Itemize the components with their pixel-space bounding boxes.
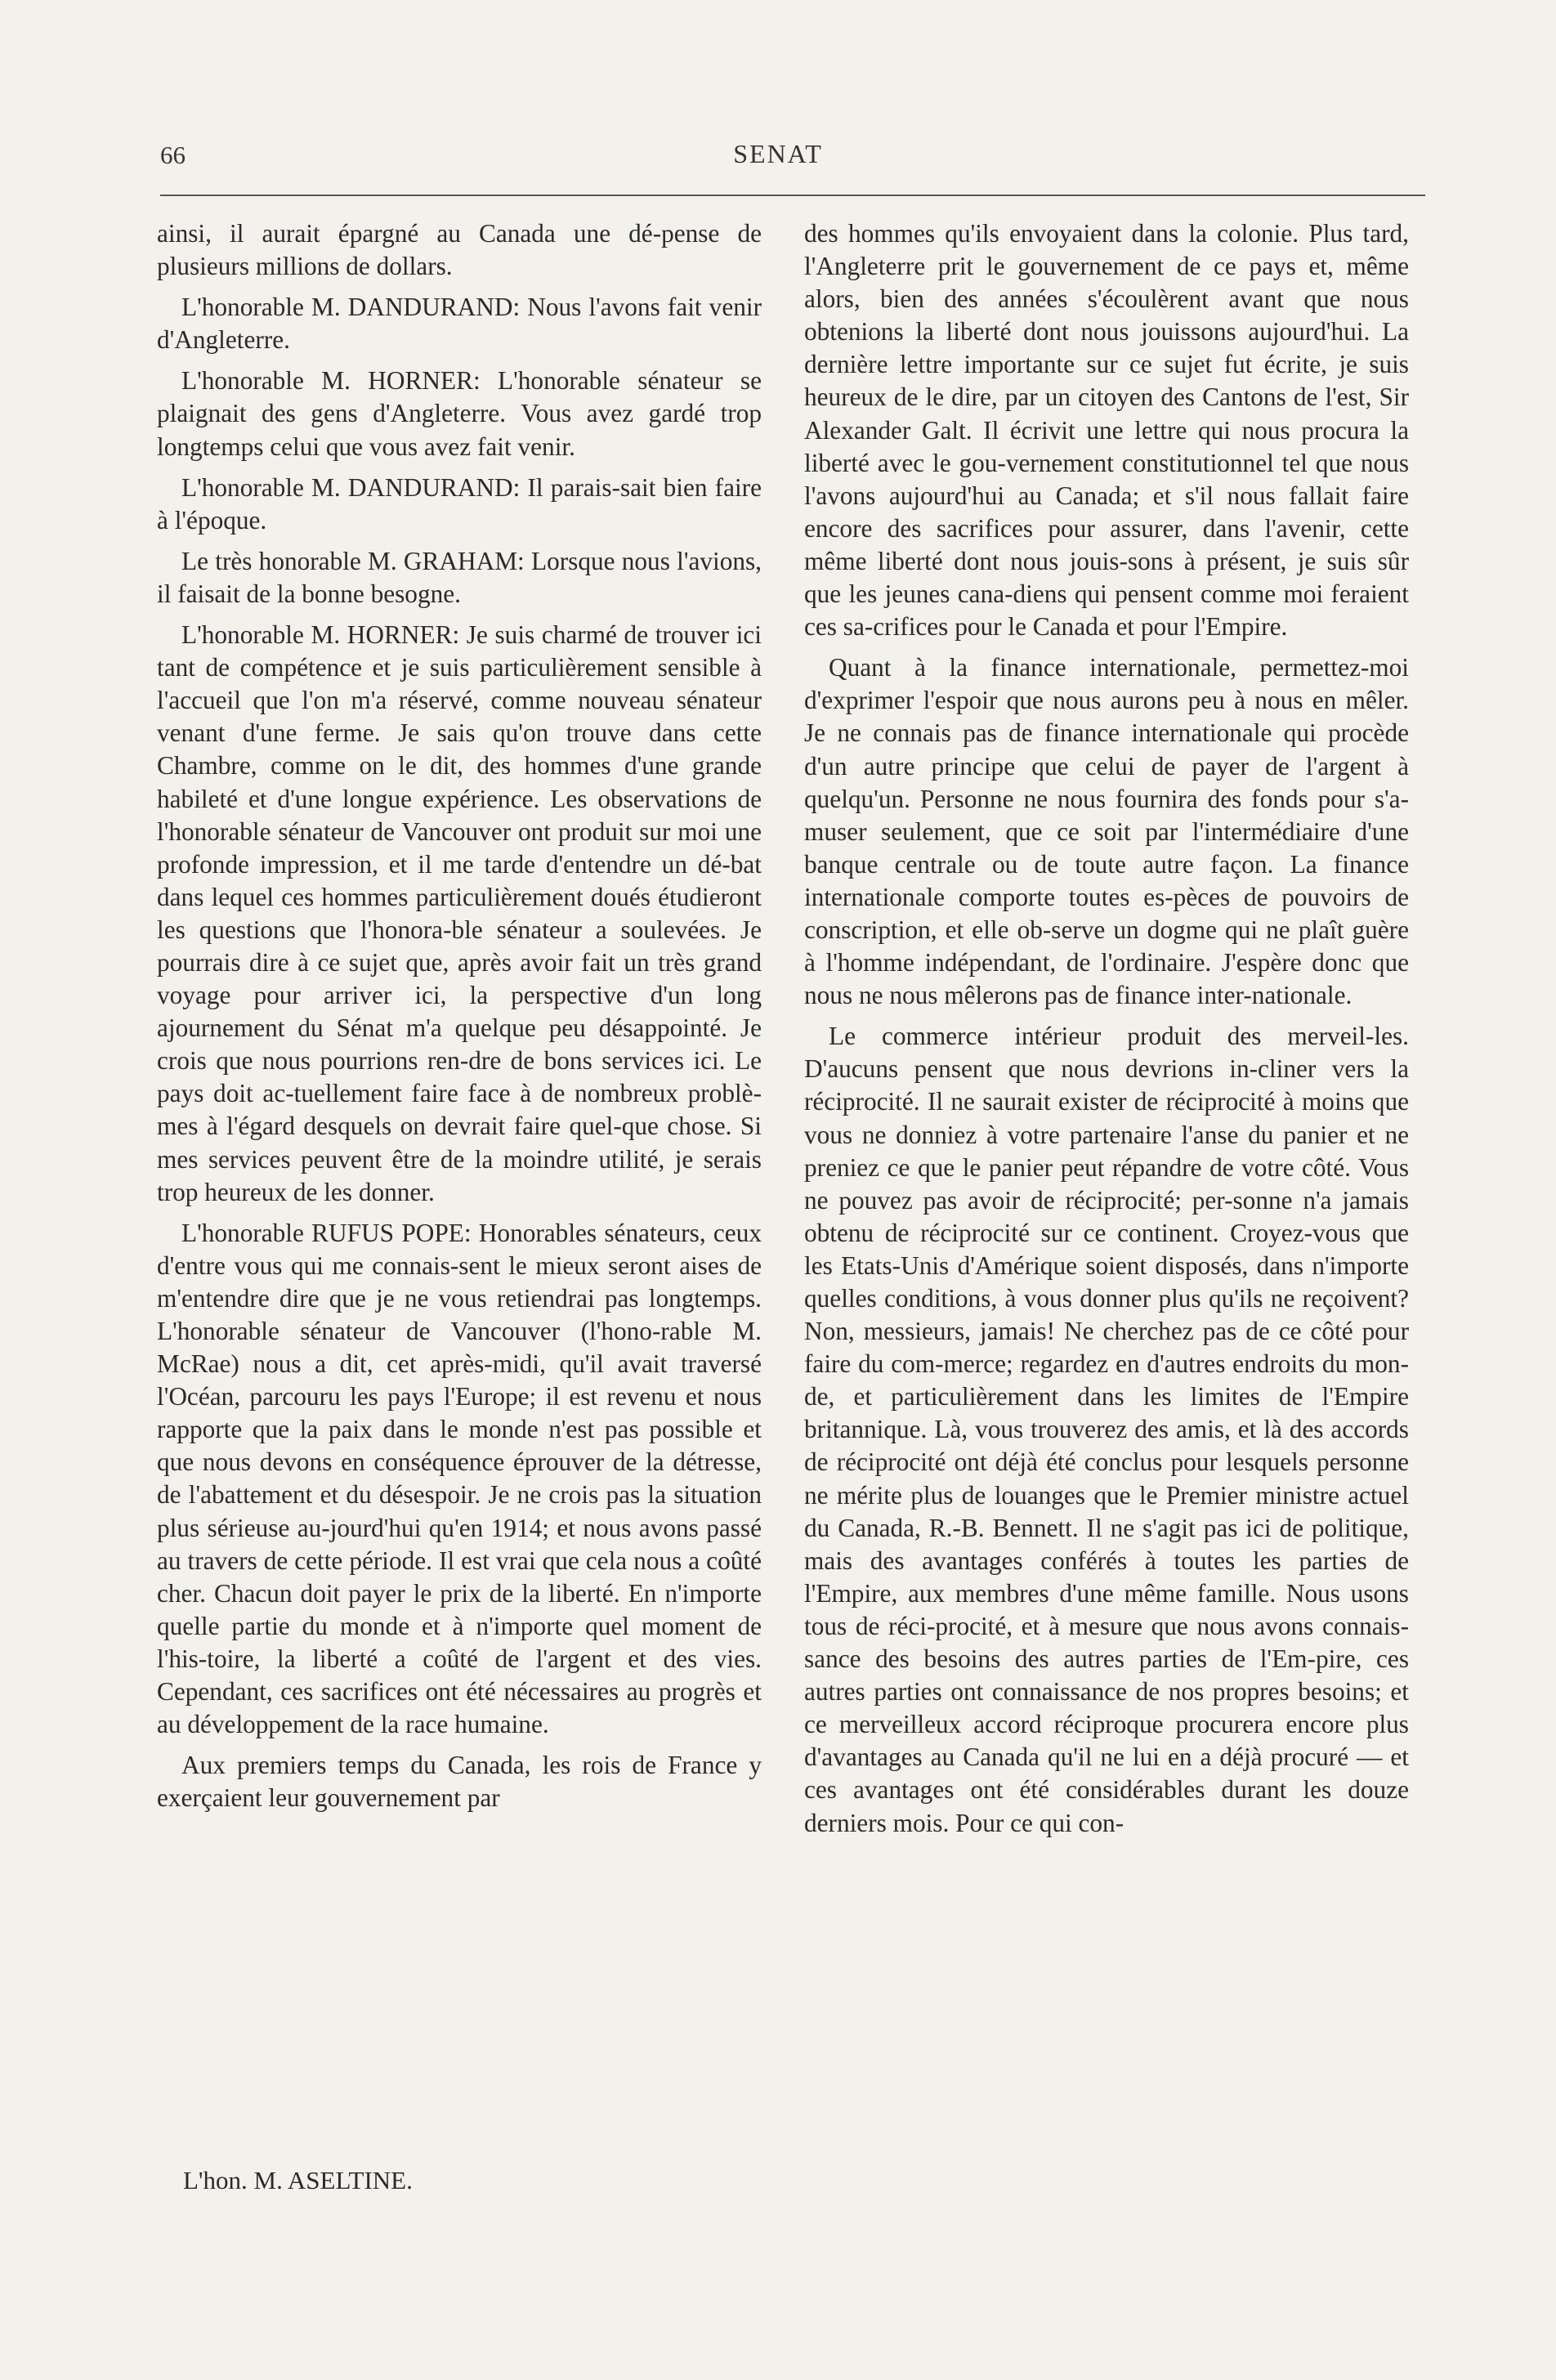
left-column: [157, 217, 762, 1823]
page-number: 66: [160, 141, 186, 169]
right-column: [804, 217, 1409, 1848]
paragraph: L'honorable M. DANDURAND: Il parais-sait bien faire à l'époque.: [157, 472, 762, 535]
paragraph: ainsi, il aurait épargné au Canada une dé-pense de plusieurs millions de dollars.: [157, 219, 762, 281]
paragraph: L'honorable RUFUS POPE: Honorables sénateurs, ceux d'entre vous qui me connais-sent le mieux seront aises de m'entendre dire que je ne vous retiendrai pas longtemps. L'honorable sénateur de Vancouver (l'hono-rable M. McRae) nous a dit, cet après-midi, qu'il avait traversé l'Océan, parcouru les pays l'Europe; il est revenu et nous rapporte que la paix dans le monde n'est pas possible et que nous devons en conséquence éprouver de la détresse, de l'abattement et du désespoir. Je ne crois pas la situation plus sérieuse au-jourd'hui qu'en 1914; et nous avons passé au travers de cette période. Il est vrai que cela nous a coûté cher. Chacun doit payer le prix de la liberté. En n'importe quelle partie du monde et à n'importe quel moment de l'his-toire, la liberté a coûté de l'argent et des vies. Cependant, ces sacrifices ont été nécessaires au progrès et au développement de la race humaine.: [157, 1218, 762, 1739]
paragraph: Quant à la finance internationale, permettez-moi d'exprimer l'espoir que nous aurons peu à nous en mêler. Je ne connais pas de finance internationale qui procède d'un autre principe que celui de payer de l'argent à quelqu'un. Personne ne nous fournira des fonds pour s'a-muser seulement, que ce soit par l'intermédiaire d'une banque centrale ou de toute autre façon. La finance internationale comporte toutes es-pèces de pouvoirs de conscription, et elle ob-serve un dogme qui ne plaît guère à l'homme indépendant, de l'ordinaire. J'espère donc que nous ne nous mêlerons pas de finance inter-nationale.: [804, 653, 1409, 1010]
header-rule: [160, 195, 1425, 196]
paragraph: L'honorable M. HORNER: L'honorable sénateur se plaignait des gens d'Angleterre. Vous avez gardé trop longtemps celui que vous avez fait venir.: [157, 366, 762, 461]
running-head: SENAT: [733, 139, 823, 168]
footer-signature: L'hon. M. ASELTINE.: [183, 2166, 413, 2194]
paragraph: L'honorable M. HORNER: Je suis charmé de trouver ici tant de compétence et je suis particulièrement sensible à l'accueil que l'on m'a réservé, comme nouveau sénateur venant d'une ferme. Je sais qu'on trouve dans cette Chambre, comme on le dit, des hommes d'une grande habileté et d'une longue expérience. Les observations de l'honorable sénateur de Vancouver ont produit sur moi une profonde impression, et il me tarde d'entendre un dé-bat dans lequel ces hommes particulièrement doués étudieront les questions que l'honora-ble sénateur a soulevées. Je pourrais dire à ce sujet que, après avoir fait un très grand voyage pour arriver ici, la perspective d'un long ajournement du Sénat m'a quelque peu désappointé. Je crois que nous pourrions ren-dre de bons services ici. Le pays doit ac-tuellement faire face à de nombreux problè-mes à l'égard desquels on devrait faire quel-que chose. Si mes services peuvent être de la moindre utilité, je serais trop heureux de les donner.: [157, 620, 762, 1206]
paragraph: Le commerce intérieur produit des merveil-les. D'aucuns pensent que nous devrions in-cliner vers la réciprocité. Il ne saurait exister de réciprocité à moins que vous ne donniez à votre partenaire l'anse du panier et ne preniez ce que le panier peut répandre de votre côté. Vous ne pouvez pas avoir de réciprocité; per-sonne n'a jamais obtenu de réciprocité sur ce continent. Croyez-vous que les Etats-Unis d'Amérique soient disposés, dans n'importe quelles conditions, à vous donner plus qu'ils ne reçoivent? Non, messieurs, jamais! Ne cherchez pas de ce côté pour faire du com-merce; regardez en d'autres endroits du mon-de, et particulièrement dans les limites de l'Empire britannique. Là, vous trouverez des amis, et là des accords de réciprocité ont déjà été conclus pour lesquels personne ne mérite plus de louanges que le Premier ministre actuel du Canada, R.-B. Bennett. Il ne s'agit pas ici de politique, mais des avantages conférés à toutes les parties de l'Empire, aux membres d'une même famille. Nous usons tous de réci-procité, et à mesure que nous avons connais-sance des besoins des autres parties de l'Em-pire, ces autres parties ont connaissance de nos propres besoins; et ce merveilleux accord réciproque procurera encore plus d'avantages au Canada qu'il ne lui en a déjà procuré — et ces avantages ont été considérables durant les douze derniers mois. Pour ce qui con-: [804, 1022, 1409, 1837]
paragraph: Aux premiers temps du Canada, les rois de France y exerçaient leur gouvernement par: [157, 1751, 762, 1813]
paragraph: des hommes qu'ils envoyaient dans la colonie. Plus tard, l'Angleterre prit le gouvernement de ce pays et, même alors, bien des années s'écoulèrent avant que nous obtenions la liberté dont nous jouissons aujourd'hui. La dernière lettre importante sur ce sujet fut écrite, je suis heureux de le dire, par un citoyen des Cantons de l'est, Sir Alexander Galt. Il écrivit une lettre qui nous procura la liberté avec le gou-vernement constitutionnel tel que nous l'avons aujourd'hui au Canada; et s'il nous fallait faire encore des sacrifices pour assurer, dans l'avenir, cette même liberté dont nous jouis-sons à présent, je suis sûr que les jeunes cana-diens qui pensent comme moi feraient ces sa-crifices pour le Canada et pour l'Empire.: [804, 219, 1409, 642]
paragraph: Le très honorable M. GRAHAM: Lorsque nous l'avions, il faisait de la bonne besogne.: [157, 546, 762, 608]
paragraph: L'honorable M. DANDURAND: Nous l'avons fait venir d'Angleterre.: [157, 293, 762, 355]
